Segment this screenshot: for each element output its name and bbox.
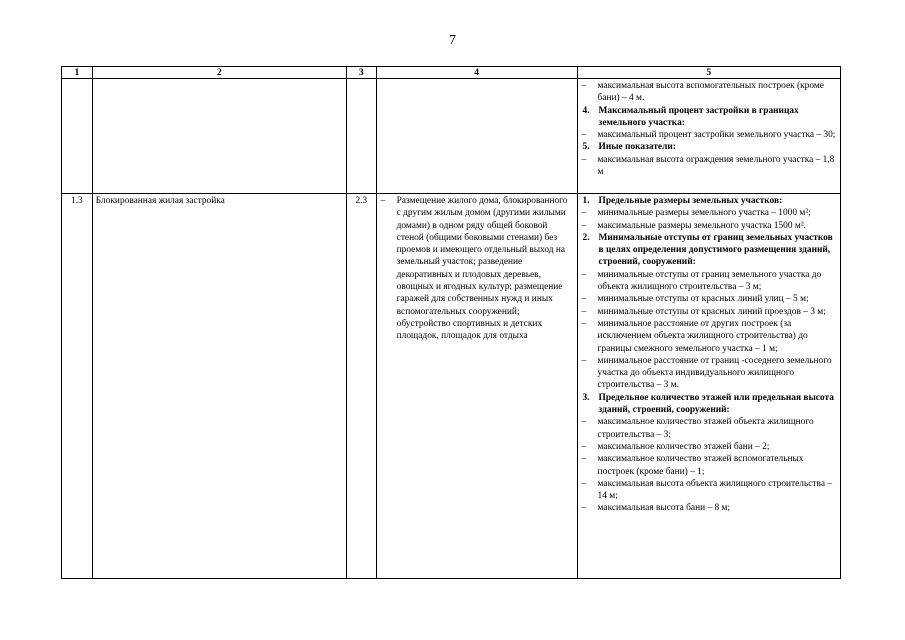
list-item-text: максимальное количество этажей объекта жилищного строительства – 3;: [597, 417, 814, 440]
list-item-text: минимальное расстояние от границ -соседнего земельного участка до объекта индивидуального жилищного строительства – 3 м.: [597, 355, 832, 391]
header-cell-2: 2: [92, 67, 346, 79]
description-text: Размещение жилого дома, блокированного с другим жилым домом (другими жилыми домами) в одном ряду общей боковой стеной (общими боковыми стенами) без проемов и имеющего отдельный выход на земельный участок; разведение декоративных и плодовых деревьев, овощных и ягодных культур; размещение гаражей для собственных нужд и иных вспомогательных сооружений; обустройство спортивных и детских площадок, площадок для отдыха: [396, 196, 568, 342]
list-item-text: максимальные размеры земельного участка 1500 м².: [597, 220, 806, 231]
section-heading-text: Предельное количество этажей или предельная высота зданий, строений, сооружений:: [598, 392, 834, 416]
section-heading-text: Максимальный процент застройки в границах земельного участка:: [598, 105, 799, 128]
list-item-text: максимальная высота объекта жилищного строительства – 14 м;: [597, 478, 833, 502]
row1-cell-4: [376, 79, 577, 194]
dash-marker: –: [581, 318, 587, 329]
dash-marker: –: [581, 294, 587, 305]
list-item: [581, 293, 837, 305]
dash-marker: –: [581, 454, 587, 465]
dash-marker: –: [581, 208, 587, 219]
description-item: [380, 195, 574, 343]
section-heading-text: Иные показатели:: [598, 142, 676, 153]
list-item: [581, 502, 837, 514]
section-number: 3.: [582, 392, 590, 403]
list-item-text: минимальные отступы от красных линий улиц – 5 м;: [597, 294, 809, 305]
row2-land-use-name: Блокированная жилая застройка: [92, 194, 346, 579]
list-item-text: минимальные размеры земельного участка – 1000 м²;: [597, 208, 811, 219]
list-item: [581, 441, 837, 453]
dash-marker: –: [581, 269, 587, 280]
section-number: 1.: [582, 196, 590, 206]
dash-marker: –: [380, 196, 386, 206]
row2-parameters-list: [581, 195, 837, 515]
row1-cell-3: [346, 79, 376, 194]
row2-use-code: 2.3: [346, 194, 376, 579]
section-heading: [581, 195, 837, 207]
dash-marker: –: [581, 154, 587, 165]
list-item-text: максимальная высота бани – 8 м;: [597, 503, 731, 514]
header-cell-3: 3: [346, 67, 376, 79]
list-item-text: минимальные отступы от границ земельного участка до объекта жилищного строительства – 3 м;: [597, 269, 822, 293]
table-row: [62, 79, 841, 194]
list-item: [581, 269, 837, 294]
list-item: [581, 306, 837, 318]
dash-marker: –: [581, 355, 587, 366]
row2-description-cell: [376, 194, 577, 579]
dash-marker: –: [581, 306, 587, 317]
page-number: 7: [449, 33, 456, 48]
section-heading: [581, 392, 837, 417]
header-cell-4: 4: [376, 67, 577, 79]
list-item: [581, 355, 837, 392]
list-item: [581, 154, 837, 179]
list-item: [581, 318, 837, 355]
header-cell-5: 5: [577, 67, 840, 79]
dash-marker: –: [581, 81, 587, 91]
section-number: 2.: [582, 232, 590, 243]
list-item: [581, 453, 837, 478]
section-heading: [581, 105, 837, 130]
list-item: [581, 416, 837, 441]
row1-cell-5: [577, 79, 840, 194]
table-row: [62, 194, 841, 579]
section-number: 5.: [582, 142, 590, 153]
dash-marker: –: [581, 220, 587, 231]
section-heading: [581, 232, 837, 269]
dash-marker: –: [581, 503, 587, 514]
section-heading: [581, 141, 837, 153]
zoning-table: [61, 66, 841, 579]
list-item: [581, 220, 837, 232]
list-item-text: максимальная высота ограждения земельного участка – 1,8 м: [597, 154, 835, 178]
dash-marker: –: [581, 441, 587, 452]
row1-cell-1: [62, 79, 93, 194]
dash-marker: –: [581, 478, 587, 489]
section-heading-text: Предельные размеры земельных участков:: [598, 196, 783, 206]
row1-cell-2: [92, 79, 346, 194]
dash-marker: –: [581, 130, 587, 141]
list-item-text: максимальный процент застройки земельного участка – 30;: [597, 130, 836, 141]
list-item-text: минимальные отступы от красных линий проездов – 3 м;: [597, 306, 826, 317]
list-item-text: максимальное количество этажей вспомогательных построек (кроме бани) – 1;: [597, 454, 804, 477]
list-item: [581, 478, 837, 503]
section-number: 4.: [582, 105, 590, 116]
row2-code: 1.3: [62, 194, 93, 579]
list-item-text: максимальная высота вспомогательных построек (кроме бани) – 4 м.: [597, 81, 824, 104]
list-item: [581, 129, 837, 141]
section-heading-text: Минимальные отступы от границ земельных участков в целях определения допустимого размещения зданий, строений, сооружений:: [598, 232, 833, 268]
header-cell-1: 1: [62, 67, 93, 79]
row1-parameters-list: [581, 80, 837, 178]
list-item-text: минимальное расстояние от других построек (за исключением объекта жилищного строительства) до границы смежного земельного участка – 1 м;: [597, 318, 808, 354]
list-item: [581, 207, 837, 219]
list-item-text: максимальное количество этажей бани – 2;: [597, 441, 770, 452]
dash-marker: –: [581, 417, 587, 428]
list-item: [581, 80, 837, 105]
row2-cell-5: [577, 194, 840, 579]
table-header-row: [62, 67, 841, 79]
